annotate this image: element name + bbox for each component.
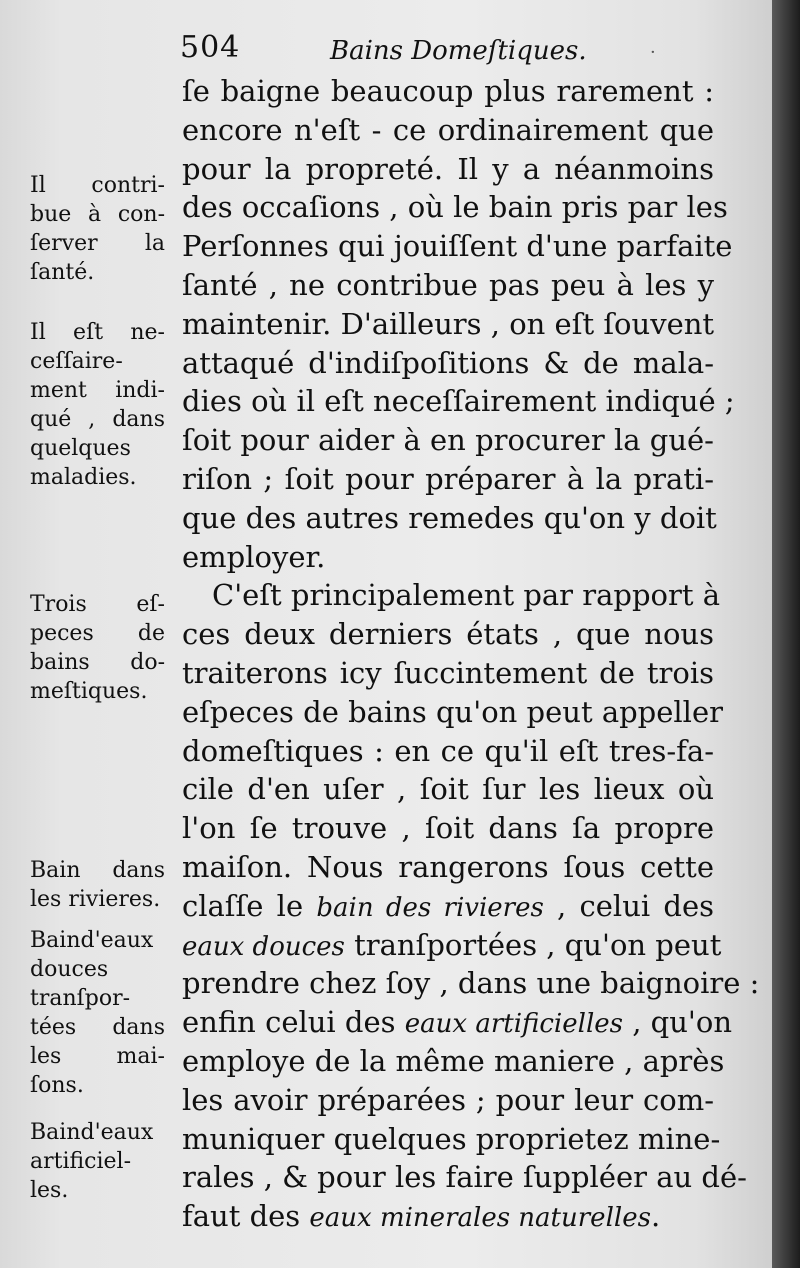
text-line bbox=[182, 615, 714, 654]
text-run: ces deux derniers états , que nous bbox=[182, 617, 714, 652]
text-line bbox=[182, 887, 714, 926]
text-run: domeſtiques : en ce qu'il eſt tres-fa- bbox=[182, 733, 714, 768]
text-run: maiſon. Nous rangerons ſous cette bbox=[182, 849, 714, 884]
text-run: des occaſions , où le bain pris par les bbox=[182, 190, 728, 225]
text-run: Perſonnes qui jouiſſent d'une parfaite bbox=[182, 229, 733, 264]
margin-note-line: Baind'eaux bbox=[30, 1120, 154, 1145]
text-run: traiterons icy ſuccintement de trois bbox=[182, 655, 714, 690]
text-run: employer. bbox=[182, 539, 326, 574]
page-header bbox=[180, 30, 720, 74]
text-line bbox=[182, 460, 714, 499]
italic-phrase: bain des rivieres bbox=[316, 892, 544, 923]
text-line bbox=[182, 1197, 714, 1236]
text-line bbox=[182, 1003, 733, 1042]
text-line bbox=[182, 421, 714, 460]
text-run: ſanté , ne contribue pas peu à les y bbox=[182, 267, 714, 302]
text-run: prendre chez ſoy , dans une baignoire : bbox=[182, 966, 760, 1001]
margin-note-line: les. bbox=[30, 1178, 69, 1203]
text-run: muniquer quelques proprietez mine- bbox=[182, 1121, 721, 1156]
margin-note-line: les rivieres. bbox=[30, 887, 161, 912]
text-line bbox=[182, 150, 714, 189]
margin-note-line: Il contri- bbox=[30, 173, 165, 198]
page-number: 504 bbox=[180, 30, 241, 65]
text-run: eſpeces de bains qu'on peut appeller bbox=[182, 694, 723, 729]
text-line bbox=[182, 1158, 747, 1197]
margin-note-line: ſanté. bbox=[30, 260, 95, 285]
margin-note-line: bains do- bbox=[30, 650, 165, 675]
text-run: attaqué d'indiſpoſitions & de mala- bbox=[182, 345, 714, 380]
text-line bbox=[182, 809, 714, 848]
text-line bbox=[182, 266, 714, 305]
margin-note bbox=[30, 590, 165, 706]
text-line bbox=[182, 72, 714, 111]
page-edge-shadow bbox=[772, 0, 800, 1268]
text-line bbox=[182, 926, 722, 965]
text-run: , celui des bbox=[543, 888, 714, 923]
text-run: . bbox=[650, 1199, 661, 1234]
text-run: faut des bbox=[182, 1199, 310, 1234]
text-run: enfin celui des bbox=[182, 1005, 405, 1040]
margin-note-line: ſons. bbox=[30, 1073, 84, 1098]
italic-phrase: eaux minerales naturelles bbox=[309, 1203, 651, 1234]
text-line bbox=[182, 227, 733, 266]
margin-note-line: ceſſaire- bbox=[30, 349, 123, 374]
text-line bbox=[182, 1042, 725, 1081]
text-run: pour la propreté. Il y a néanmoins bbox=[182, 151, 714, 186]
margin-note-line: Il eſt ne- bbox=[30, 320, 165, 345]
italic-phrase: eaux artificielles bbox=[404, 1009, 623, 1040]
text-line bbox=[182, 576, 721, 615]
header-ornament: · bbox=[650, 42, 656, 63]
margin-note-line: Baind'eaux bbox=[30, 928, 154, 953]
text-line bbox=[182, 693, 723, 732]
margin-note-line: tranſpor- bbox=[30, 986, 131, 1011]
text-run: ſe baigne beaucoup plus rarement : bbox=[182, 74, 714, 108]
margin-note-line: Trois eſ- bbox=[30, 592, 165, 617]
margin-note-line: ſerver la bbox=[30, 231, 165, 256]
text-line bbox=[182, 382, 735, 421]
margin-note-line: meſtiques. bbox=[30, 679, 148, 704]
text-run: maintenir. D'ailleurs , on eſt ſouvent bbox=[182, 306, 715, 341]
margin-note-line: peces de bbox=[30, 621, 165, 646]
text-run: riſon ; ſoit pour préparer à la prati- bbox=[182, 461, 714, 496]
margin-note bbox=[30, 318, 165, 492]
text-line bbox=[182, 111, 714, 150]
margin-note-line: tées dans bbox=[30, 1015, 165, 1040]
text-line bbox=[182, 188, 728, 227]
margin-note-line: qué , dans bbox=[30, 407, 165, 432]
text-line bbox=[182, 344, 714, 383]
text-run: C'eſt principalement par rapport à bbox=[212, 578, 721, 613]
text-line bbox=[182, 654, 714, 693]
text-line bbox=[182, 848, 714, 887]
text-run: tranſportées , qu'on peut bbox=[344, 927, 722, 962]
margin-note bbox=[30, 926, 165, 1100]
margin-note-line: douces bbox=[30, 957, 109, 982]
text-line bbox=[182, 1120, 721, 1159]
text-line bbox=[182, 499, 717, 538]
margin-note-line: quelques bbox=[30, 436, 131, 461]
text-run: dies où il eſt neceſſairement indiqué ; bbox=[182, 384, 735, 419]
text-run: les avoir préparées ; pour leur com- bbox=[182, 1082, 714, 1117]
text-run: , qu'on bbox=[623, 1005, 733, 1040]
text-line bbox=[182, 305, 714, 344]
text-run: employe de la même maniere , après bbox=[182, 1043, 725, 1078]
margin-note-line: Bain dans bbox=[30, 858, 165, 883]
margin-note bbox=[30, 1118, 165, 1205]
text-run: ſoit pour aider à en procurer la gué- bbox=[182, 423, 714, 458]
margin-note bbox=[30, 171, 165, 287]
margin-note-line: maladies. bbox=[30, 465, 137, 490]
text-line bbox=[182, 1081, 714, 1120]
running-title: Bains Domeſtiques. bbox=[330, 36, 587, 66]
text-run: cile d'en uſer , ſoit ſur les lieux où bbox=[182, 772, 714, 807]
italic-phrase: eaux douces bbox=[182, 931, 345, 962]
text-line bbox=[182, 964, 760, 1003]
margin-note-line: artificiel- bbox=[30, 1149, 132, 1174]
text-line bbox=[182, 770, 714, 809]
margin-note-line: ment indi- bbox=[30, 378, 165, 403]
text-run: claſſe le bbox=[182, 888, 317, 923]
text-run: rales , & pour les faire ſuppléer au dé- bbox=[182, 1160, 747, 1195]
text-run: encore n'eſt - ce ordinairement que bbox=[182, 112, 714, 147]
text-run: l'on ſe trouve , ſoit dans ſa propre bbox=[182, 811, 714, 846]
text-line bbox=[182, 538, 714, 577]
margin-note-line: les mai- bbox=[30, 1044, 165, 1069]
text-line bbox=[182, 732, 714, 771]
main-text-column bbox=[182, 72, 760, 1236]
text-run: que des autres remedes qu'on y doit bbox=[182, 500, 717, 535]
margin-note-line: bue à con- bbox=[30, 202, 165, 227]
margin-note bbox=[30, 856, 165, 914]
